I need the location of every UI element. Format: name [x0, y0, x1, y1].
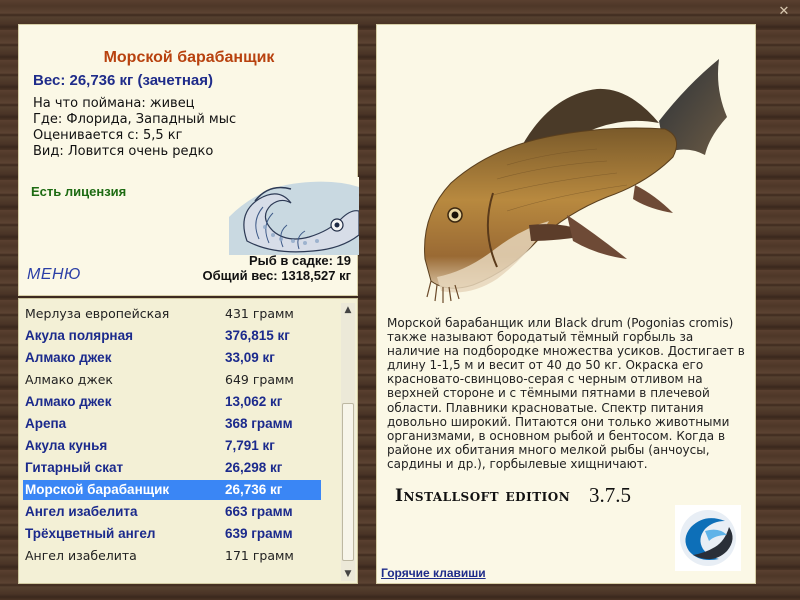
catch-list-row[interactable] — [23, 546, 321, 566]
catch-fish-name: Алмако джек — [25, 372, 113, 387]
hotkeys-link[interactable]: Горячие клавиши — [381, 566, 486, 580]
bait-info: На что поймана: живец — [33, 96, 195, 111]
catch-fish-name: Ангел изабелита — [25, 504, 138, 519]
rarity-info: Вид: Ловится очень редко — [33, 144, 214, 159]
catch-list-row[interactable] — [23, 304, 321, 324]
catch-fish-weight: 7,791 кг — [225, 438, 275, 453]
edition-label: Installsoft edition — [395, 486, 571, 506]
fish-weight: Вес: 26,736 кг (зачетная) — [33, 72, 214, 89]
catch-fish-weight: 368 грамм — [225, 416, 293, 431]
catch-fish-weight: 431 грамм — [225, 306, 294, 321]
fish-in-net-count: Рыб в садке: 19 — [248, 253, 351, 268]
version-label: 3.7.5 — [589, 483, 631, 507]
list-scrollbar[interactable] — [341, 303, 355, 581]
catch-list-row[interactable] — [23, 524, 321, 544]
catch-fish-weight: 171 грамм — [225, 548, 294, 563]
catch-list-row[interactable] — [23, 370, 321, 390]
menu-link[interactable]: МЕНЮ — [27, 266, 81, 283]
description-panel — [376, 24, 756, 584]
fish-info-panel — [18, 24, 358, 296]
catch-fish-weight: 376,815 кг — [225, 328, 290, 343]
license-status: Есть лицензия — [31, 184, 127, 199]
catch-fish-name: Акула кунья — [25, 438, 108, 453]
catch-fish-name: Трёхцветный ангел — [25, 526, 156, 541]
catch-fish-name: Акула полярная — [25, 328, 133, 343]
catch-fish-name: Мерлуза европейская — [25, 306, 170, 321]
catch-list-row[interactable] — [23, 348, 321, 368]
scroll-thumb[interactable] — [342, 403, 354, 561]
catch-fish-name: Алмако джек — [25, 394, 112, 409]
catch-list-row[interactable] — [23, 436, 321, 456]
catch-fish-name: Ангел изабелита — [25, 548, 137, 563]
catch-fish-weight: 26,736 кг — [225, 482, 283, 497]
catch-fish-weight: 33,09 кг — [225, 350, 275, 365]
catch-list-row[interactable] — [23, 326, 321, 346]
valuation-info: Оценивается с: 5,5 кг — [33, 128, 183, 143]
catch-fish-weight: 13,062 кг — [225, 394, 283, 409]
scroll-down-icon[interactable]: ▼ — [344, 569, 352, 579]
catch-fish-weight: 639 грамм — [225, 526, 293, 541]
catch-fish-name: Гитарный скат — [25, 460, 124, 475]
catch-fish-name: Морской барабанщик — [25, 482, 170, 497]
catch-list-row[interactable] — [23, 502, 321, 522]
scroll-up-icon[interactable]: ▲ — [344, 305, 352, 315]
total-weight: Общий вес: 1318,527 кг — [202, 268, 351, 283]
fish-photo — [397, 45, 742, 320]
location-info: Где: Флорида, Западный мыс — [33, 112, 237, 127]
fish-title: Морской барабанщик — [103, 49, 275, 66]
catch-list-row[interactable] — [23, 480, 321, 500]
catch-fish-name: Алмако джек — [25, 350, 112, 365]
catch-fish-weight: 663 грамм — [225, 504, 293, 519]
fish-emblem-icon — [229, 177, 359, 255]
catch-list-row[interactable] — [23, 392, 321, 412]
catch-list[interactable] — [18, 298, 358, 584]
catch-list-row[interactable] — [23, 414, 321, 434]
fish-description: Морской барабанщик или Black drum (Pogonias cromis) также называют бородатый тёмный горбыль за наличие на подбородке множества усиков. Достигает в длину 1-1,5 м и весит от 40 до 50 кг. Окраска его красновато-свинцово-серая с черным отливом на верхней стороне и с тёмными пятнами в плечевой области. Плавники красноватые. Спектр питания довольно широкий. Питаются они только животными организмами, в основном рыбой и бентосом. Когда в районе их обитания много мелкой рыбы (анчоусы, сардины и др.), горбылевые хищничают. — [387, 316, 745, 471]
catch-list-row[interactable] — [23, 458, 321, 478]
installsoft-logo-icon — [675, 505, 741, 571]
catch-fish-weight: 649 грамм — [225, 372, 294, 387]
catch-fish-weight: 26,298 кг — [225, 460, 283, 475]
catch-fish-name: Арепа — [25, 416, 67, 431]
close-icon[interactable]: ✕ — [778, 4, 790, 19]
